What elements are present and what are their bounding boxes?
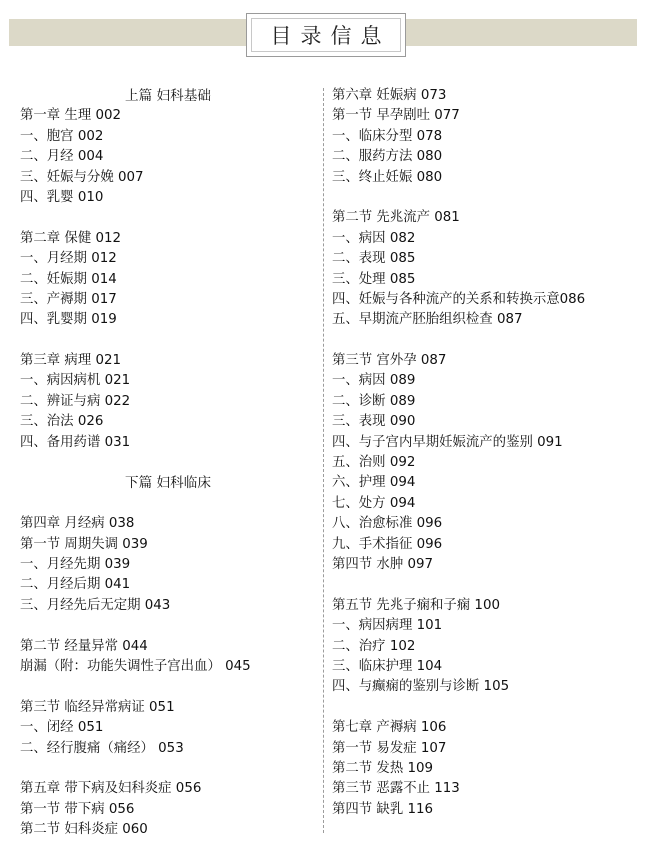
subsection-entry[interactable]: 五、治则 092 <box>332 455 416 471</box>
subsection-entry[interactable]: 四、与子宫内早期妊娠流产的鉴别 091 <box>332 434 563 450</box>
subsection-entry[interactable]: 二、服药方法 080 <box>332 149 443 165</box>
subsection-entry[interactable]: 四、乳婴 010 <box>20 189 104 205</box>
subsection-entry[interactable]: 一、病因病机 021 <box>20 373 131 389</box>
subsection-entry[interactable]: 三、产褥期 017 <box>20 291 117 307</box>
chapter-entry[interactable]: 第二章 保健 012 <box>20 230 122 246</box>
subsection-entry[interactable]: 一、闭经 051 <box>20 720 104 736</box>
subsection-entry[interactable]: 二、治疗 102 <box>332 638 416 654</box>
subsection-entry[interactable]: 一、胞宫 002 <box>20 128 104 144</box>
blank-line <box>20 494 316 514</box>
blank-line <box>20 208 316 228</box>
subsection-entry[interactable]: 一、临床分型 078 <box>332 128 443 144</box>
section-entry[interactable]: 第五节 先兆子痫和子痫 100 <box>332 597 500 613</box>
subsection-entry[interactable]: 二、辨证与病 022 <box>20 393 131 409</box>
chapter-entry[interactable]: 第五章 带下病及妇科炎症 056 <box>20 781 202 797</box>
blank-line <box>20 677 316 697</box>
subsection-entry[interactable]: 三、妊娠与分娩 007 <box>20 169 144 185</box>
subsection-entry[interactable]: 四、备用药谱 031 <box>20 434 131 450</box>
toc-right-column <box>332 86 644 820</box>
subsection-entry[interactable]: 三、处理 085 <box>332 271 416 287</box>
subsection-entry[interactable]: 一、病因 082 <box>332 230 416 246</box>
subsection-entry[interactable]: 四、与癫痫的鉴别与诊断 105 <box>332 679 510 695</box>
section-entry[interactable]: 第三节 宫外孕 087 <box>332 353 447 369</box>
subsection-entry[interactable]: 二、月经后期 041 <box>20 577 131 593</box>
section-entry[interactable]: 第二节 发热 109 <box>332 760 434 776</box>
section-entry[interactable]: 第二节 妇科炎症 060 <box>20 822 148 838</box>
subsection-entry[interactable]: 二、经行腹痛（痛经） 053 <box>20 740 184 756</box>
chapter-entry[interactable]: 第一章 生理 002 <box>20 108 122 124</box>
subsection-entry[interactable]: 二、表现 085 <box>332 251 416 267</box>
subsection-entry[interactable]: 一、月经期 012 <box>20 251 117 267</box>
blank-line <box>332 188 644 208</box>
chapter-entry[interactable]: 第六章 妊娠病 073 <box>332 88 447 103</box>
subsection-entry[interactable]: 九、手术指征 096 <box>332 536 443 552</box>
subsection-entry[interactable]: 四、妊娠与各种流产的关系和转换示意086 <box>332 291 586 307</box>
subsection-entry[interactable]: 一、病因 089 <box>332 373 416 389</box>
section-entry[interactable]: 第三节 临经异常病证 051 <box>20 699 175 715</box>
section-entry[interactable]: 第一节 带下病 056 <box>20 801 135 817</box>
toc-left-column <box>20 86 316 840</box>
chapter-entry[interactable]: 第三章 病理 021 <box>20 353 122 369</box>
part-heading: 下篇 妇科临床 <box>125 475 211 492</box>
section-entry[interactable]: 第一节 周期失调 039 <box>20 536 148 552</box>
section-entry[interactable]: 第二节 先兆流产 081 <box>332 210 460 226</box>
subsection-entry[interactable]: 六、护理 094 <box>332 475 416 491</box>
blank-line <box>332 331 644 351</box>
subsection-entry[interactable]: 四、乳婴期 019 <box>20 312 117 328</box>
column-divider <box>323 88 324 833</box>
subsection-entry[interactable]: 崩漏（附：功能失调性子宫出血） 045 <box>20 658 251 674</box>
blank-line <box>332 698 644 718</box>
section-entry[interactable]: 第三节 恶露不止 113 <box>332 781 460 797</box>
section-entry[interactable]: 第一节 早孕剧吐 077 <box>332 108 460 124</box>
part-heading: 上篇 妇科基础 <box>125 88 211 104</box>
title-frame <box>246 13 406 57</box>
blank-line <box>332 575 644 595</box>
subsection-entry[interactable]: 五、早期流产胚胎组织检查 087 <box>332 312 523 328</box>
blank-line <box>20 616 316 636</box>
blank-line <box>20 759 316 779</box>
section-entry[interactable]: 第二节 经量异常 044 <box>20 638 148 654</box>
subsection-entry[interactable]: 三、表现 090 <box>332 414 416 430</box>
chapter-entry[interactable]: 第四章 月经病 038 <box>20 516 135 532</box>
subsection-entry[interactable]: 一、病因病理 101 <box>332 618 443 634</box>
blank-line <box>20 453 316 473</box>
section-entry[interactable]: 第一节 易发症 107 <box>332 740 447 756</box>
subsection-entry[interactable]: 七、处方 094 <box>332 495 416 511</box>
section-entry[interactable]: 第四节 缺乳 116 <box>332 801 434 817</box>
blank-line <box>20 331 316 351</box>
chapter-entry[interactable]: 第七章 产褥病 106 <box>332 720 447 736</box>
subsection-entry[interactable]: 二、月经 004 <box>20 149 104 165</box>
subsection-entry[interactable]: 三、临床护理 104 <box>332 658 443 674</box>
section-entry[interactable]: 第四节 水肿 097 <box>332 556 434 572</box>
subsection-entry[interactable]: 二、诊断 089 <box>332 393 416 409</box>
page-title: 目录信息 <box>270 24 391 48</box>
subsection-entry[interactable]: 三、终止妊娠 080 <box>332 169 443 185</box>
subsection-entry[interactable]: 八、治愈标准 096 <box>332 516 443 532</box>
subsection-entry[interactable]: 二、妊娠期 014 <box>20 271 117 287</box>
subsection-entry[interactable]: 一、月经先期 039 <box>20 556 131 572</box>
subsection-entry[interactable]: 三、治法 026 <box>20 414 104 430</box>
subsection-entry[interactable]: 三、月经先后无定期 043 <box>20 597 171 613</box>
